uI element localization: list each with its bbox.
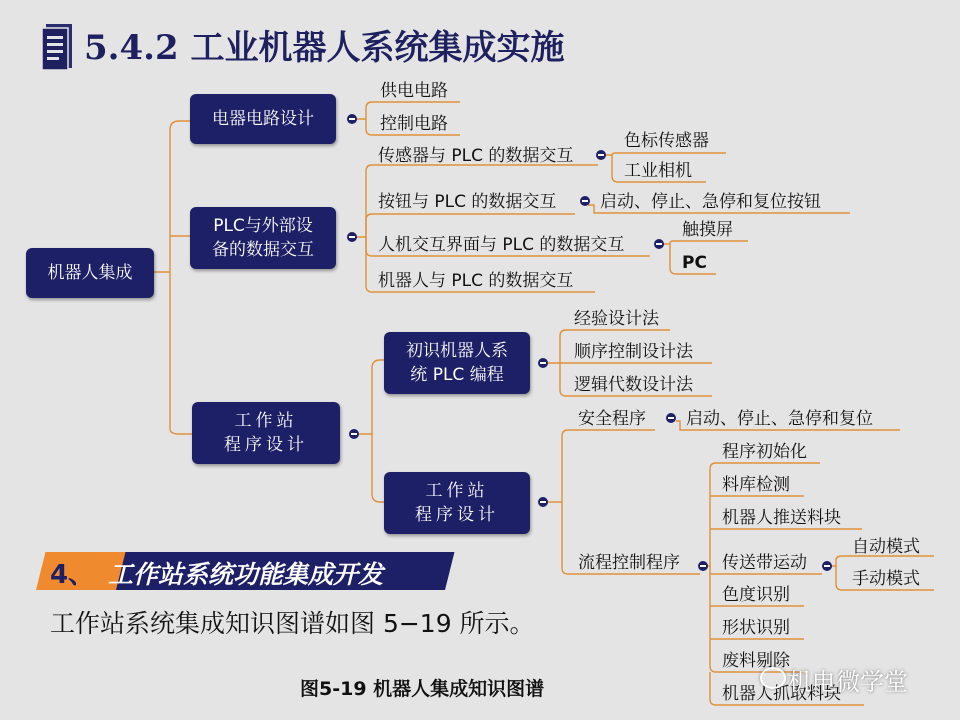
node-plc-interaction[interactable] — [190, 207, 336, 269]
node-station-program[interactable] — [192, 402, 340, 464]
leaf-industrial-camera[interactable]: 工业相机 — [624, 161, 692, 181]
leaf-logic-algebra-method[interactable]: 逻辑代数设计法 — [574, 375, 693, 395]
leaf-pc[interactable]: PC — [682, 253, 707, 273]
body-paragraph: 工作站系统集成知识图谱如图 5−19 所示。 — [50, 609, 535, 638]
collapse-toggle-icon[interactable] — [538, 358, 548, 368]
collapse-toggle-icon[interactable] — [349, 429, 359, 439]
collapse-toggle-icon[interactable] — [580, 196, 590, 206]
collapse-toggle-icon[interactable] — [596, 150, 606, 160]
section-title: 工作站系统功能集成开发 — [108, 560, 384, 589]
flow-step[interactable]: 机器人抓取料块 — [722, 684, 841, 704]
leaf-robot-plc[interactable]: 机器人与 PLC 的数据交互 — [378, 271, 574, 291]
node-station-program-sub-label: 工作站 程序设计 — [415, 481, 499, 525]
node-root-label: 机器人集成 — [47, 263, 133, 283]
conveyor-mode-manual[interactable]: 手动模式 — [852, 569, 920, 589]
leaf-touchscreen[interactable]: 触摸屏 — [682, 220, 733, 240]
leaf-sensor-plc[interactable]: 传感器与 PLC 的数据交互 — [378, 146, 574, 166]
leaf-safety-actions[interactable]: 启动、停止、急停和复位 — [686, 409, 873, 429]
node-station-program-sub[interactable] — [384, 472, 530, 534]
conveyor-mode-auto[interactable]: 自动模式 — [852, 537, 920, 557]
flow-step[interactable]: 机器人推送料块 — [722, 508, 841, 528]
leaf-experience-method[interactable]: 经验设计法 — [574, 309, 659, 329]
section-banner — [40, 552, 450, 590]
figure-caption: 图5-19 机器人集成知识图谱 — [300, 678, 545, 700]
flow-step[interactable]: 废料剔除 — [722, 651, 790, 671]
node-plc-programming[interactable] — [384, 332, 530, 394]
collapse-toggle-icon[interactable] — [347, 114, 357, 124]
leaf-flow-control[interactable]: 流程控制程序 — [578, 553, 680, 573]
node-root[interactable] — [26, 248, 154, 298]
flow-step[interactable]: 色度识别 — [722, 585, 790, 605]
node-plc-interaction-label: PLC与外部设 备的数据交互 — [212, 216, 314, 260]
flow-step[interactable]: 料库检测 — [722, 475, 790, 495]
leaf-sequential-method[interactable]: 顺序控制设计法 — [574, 342, 693, 362]
collapse-toggle-icon[interactable] — [666, 413, 676, 423]
collapse-toggle-icon[interactable] — [538, 497, 548, 507]
leaf-button-plc[interactable]: 按钮与 PLC 的数据交互 — [378, 192, 557, 212]
collapse-toggle-icon[interactable] — [347, 232, 357, 242]
collapse-toggle-icon[interactable] — [698, 561, 708, 571]
watermark: 机电微学堂 — [788, 668, 908, 696]
page-title: 5.4.2 工业机器人系统集成实施 — [84, 28, 565, 68]
node-station-program-label: 工作站 程序设计 — [224, 411, 308, 455]
flow-step[interactable]: 形状识别 — [722, 618, 790, 638]
collapse-toggle-icon[interactable] — [654, 239, 664, 249]
node-circuit-design[interactable] — [190, 94, 336, 144]
leaf-control-circuit[interactable]: 控制电路 — [380, 114, 448, 134]
collapse-toggle-icon[interactable] — [822, 561, 832, 571]
node-circuit-design-label: 电器电路设计 — [212, 109, 314, 129]
leaf-control-buttons[interactable]: 启动、停止、急停和复位按钮 — [600, 192, 821, 212]
flow-step-conveyor[interactable]: 传送带运动 — [722, 553, 807, 573]
leaf-color-sensor[interactable]: 色标传感器 — [624, 131, 709, 151]
node-plc-programming-label: 初识机器人系 统 PLC 编程 — [406, 341, 508, 385]
leaf-hmi-plc[interactable]: 人机交互界面与 PLC 的数据交互 — [378, 235, 625, 255]
leaf-power-circuit[interactable]: 供电电路 — [380, 81, 448, 101]
wechat-icon — [760, 667, 786, 689]
section-number: 4、 — [50, 560, 95, 590]
leaf-safety-program[interactable]: 安全程序 — [578, 409, 646, 429]
flow-step[interactable]: 程序初始化 — [722, 442, 807, 462]
